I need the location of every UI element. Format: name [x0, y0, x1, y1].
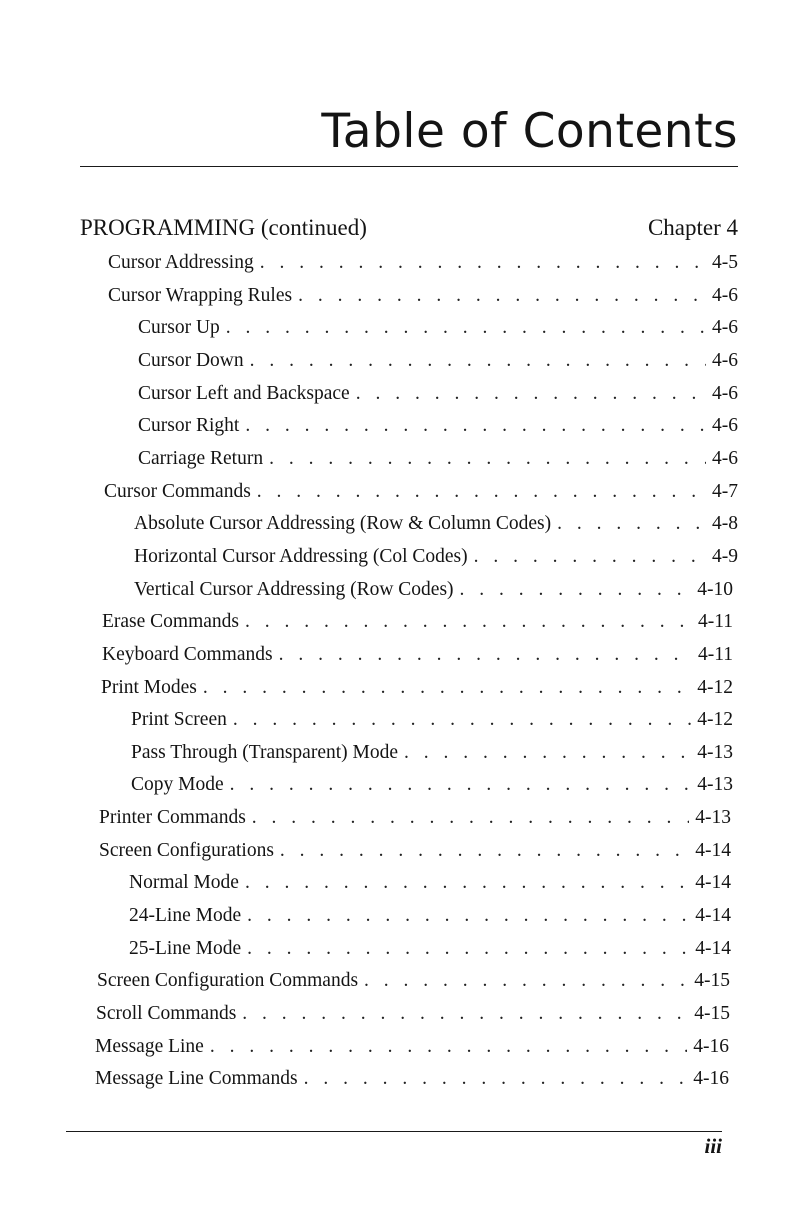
toc-entry-cursor-left-and-backspace[interactable]: [138, 380, 738, 408]
toc-entry-erase-commands[interactable]: [102, 608, 733, 636]
dot-leader: [245, 608, 692, 636]
toc-entry-print-screen[interactable]: [131, 706, 733, 734]
entry-page: 4-6: [712, 317, 738, 339]
dot-leader: [460, 576, 692, 604]
entry-page: 4-14: [695, 872, 731, 894]
entry-title: Normal Mode: [129, 872, 239, 894]
dot-leader: [203, 674, 691, 702]
toc-entry-keyboard-commands[interactable]: [102, 641, 733, 669]
dot-leader: [257, 478, 706, 506]
entry-title: Cursor Addressing: [108, 252, 254, 273]
dot-leader: [557, 510, 706, 538]
chapter-label: Chapter 4: [647, 215, 738, 240]
toc-entry-pass-through-mode[interactable]: [131, 739, 733, 767]
entry-title: Screen Configuration Commands: [97, 970, 359, 992]
entry-title: 24-Line Mode: [129, 905, 242, 926]
toc-entry-normal-mode[interactable]: [129, 869, 731, 897]
entry-page: 4-11: [697, 611, 733, 633]
dot-leader: [260, 249, 706, 277]
entry-title: Screen Configurations: [99, 839, 274, 861]
entry-page: 4-9: [712, 545, 738, 567]
toc-entry-vertical-cursor-addressing[interactable]: [134, 576, 733, 604]
dot-leader: [404, 739, 691, 767]
entry-page: 4-11: [697, 643, 733, 665]
page-title: Table of Contents: [321, 104, 738, 159]
dot-leader: [245, 869, 689, 897]
toc-entry-screen-configurations[interactable]: [99, 837, 731, 865]
entry-title: Cursor Up: [138, 317, 220, 339]
entry-title: Print Screen: [131, 709, 227, 731]
toc-entry-horizontal-cursor-addressing[interactable]: [134, 543, 738, 571]
toc-entry-cursor-up[interactable]: [138, 314, 738, 342]
toc-entry-carriage-return[interactable]: [138, 445, 738, 473]
dot-leader: [247, 902, 689, 930]
toc-entry-24-line-mode[interactable]: [129, 902, 731, 930]
dot-leader: [364, 967, 688, 995]
entry-title: Copy Mode: [131, 774, 224, 796]
dot-leader: [247, 935, 689, 963]
footer-divider: [66, 1131, 722, 1132]
entry-page: 4-5: [712, 252, 738, 273]
entry-title: Keyboard Commands: [102, 643, 273, 665]
entry-page: 4-6: [712, 447, 738, 469]
entry-title: Scroll Commands: [96, 1002, 237, 1024]
entry-title: Cursor Left and Backspace: [138, 382, 350, 404]
dot-leader: [356, 380, 706, 408]
toc-entry-absolute-cursor-addressing[interactable]: [134, 510, 738, 538]
entry-title: 25-Line Mode: [129, 937, 242, 959]
toc-entry-message-line-commands[interactable]: [95, 1065, 729, 1093]
entry-page: 4-12: [697, 676, 733, 698]
dot-leader: [250, 347, 706, 375]
entry-page: 4-14: [695, 905, 731, 926]
dot-leader: [474, 543, 706, 571]
entry-page: 4-8: [712, 513, 738, 535]
entry-page: 4-7: [712, 480, 738, 502]
dot-leader: [242, 1000, 688, 1028]
toc-entry-cursor-addressing[interactable]: [108, 249, 738, 277]
title-divider: [80, 166, 738, 167]
entry-title: Pass Through (Transparent) Mode: [131, 741, 399, 763]
dot-leader: [269, 445, 706, 473]
entry-page: 4-6: [712, 349, 738, 371]
section-heading: [80, 212, 738, 244]
entry-page: 4-15: [694, 1002, 730, 1024]
entry-title: Print Modes: [101, 676, 197, 698]
dot-leader: [210, 1033, 687, 1061]
entry-title: Cursor Commands: [104, 480, 251, 502]
toc-entry-screen-configuration-commands[interactable]: [97, 967, 730, 995]
toc-entry-copy-mode[interactable]: [131, 771, 733, 799]
toc-entry-cursor-right[interactable]: [138, 412, 738, 440]
dot-leader: [252, 804, 689, 832]
entry-page: 4-13: [695, 807, 731, 828]
toc-entry-printer-commands[interactable]: [99, 804, 731, 832]
toc-entry-message-line[interactable]: [95, 1033, 729, 1061]
toc-entry-scroll-commands[interactable]: [96, 1000, 730, 1028]
entry-page: 4-6: [712, 284, 738, 306]
page-number: iii: [704, 1134, 722, 1158]
entry-title: Absolute Cursor Addressing (Row & Column Codes): [134, 513, 552, 535]
entry-page: 4-16: [693, 1035, 729, 1057]
toc-entry-cursor-wrapping-rules[interactable]: [108, 282, 738, 310]
entry-title: Cursor Right: [138, 415, 240, 437]
entry-title: Message Line Commands: [95, 1068, 298, 1090]
toc-entry-cursor-commands[interactable]: [104, 478, 738, 506]
entry-title: Cursor Down: [138, 349, 244, 371]
entry-title: Cursor Wrapping Rules: [108, 284, 293, 306]
dot-leader: [298, 282, 706, 310]
entry-page: 4-6: [712, 382, 738, 404]
dot-leader: [245, 412, 706, 440]
dot-leader: [226, 314, 706, 342]
dot-leader: [279, 641, 692, 669]
section-name: PROGRAMMING (continued): [80, 215, 367, 240]
toc-entry-print-modes[interactable]: [101, 674, 733, 702]
dot-leader: [304, 1065, 688, 1093]
dot-leader: [230, 771, 692, 799]
entry-page: 4-6: [712, 415, 738, 437]
entry-page: 4-12: [697, 709, 733, 731]
entry-page: 4-10: [697, 578, 733, 600]
entry-page: 4-14: [695, 839, 731, 861]
toc-entry-25-line-mode[interactable]: [129, 935, 731, 963]
entry-title: Printer Commands: [99, 807, 246, 828]
entry-title: Message Line: [95, 1035, 204, 1057]
entry-page: 4-13: [697, 774, 733, 796]
entry-page: 4-14: [695, 937, 731, 959]
entry-title: Erase Commands: [102, 611, 240, 633]
toc-entry-cursor-down[interactable]: [138, 347, 738, 375]
entry-page: 4-13: [697, 741, 733, 763]
dot-leader: [233, 706, 691, 734]
entry-title: Vertical Cursor Addressing (Row Codes): [134, 578, 454, 600]
entry-title: Horizontal Cursor Addressing (Col Codes): [134, 545, 468, 567]
entry-title: Carriage Return: [138, 447, 264, 469]
dot-leader: [280, 837, 689, 865]
entry-page: 4-16: [693, 1068, 729, 1090]
entry-page: 4-15: [694, 970, 730, 992]
